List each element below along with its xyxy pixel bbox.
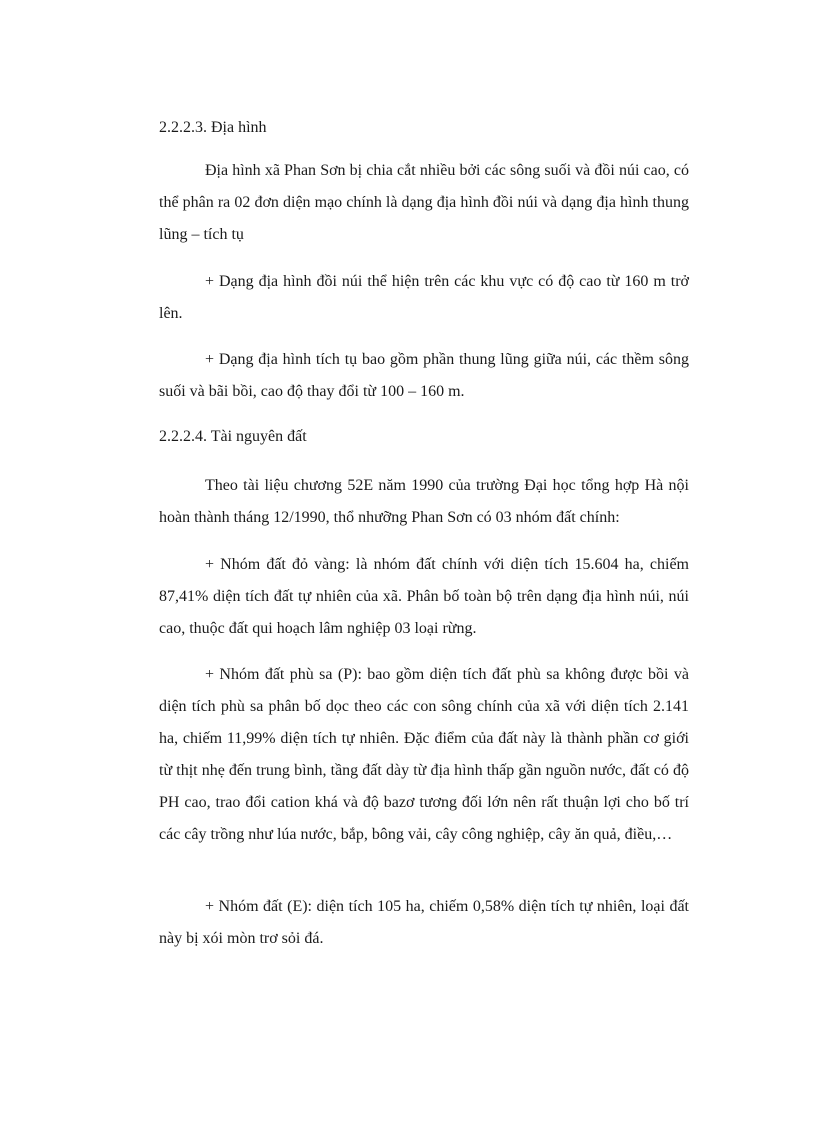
- paragraph-terrain-overview: Địa hình xã Phan Sơn bị chia cắt nhiều bởi các sông suối và đồi núi cao, có thể phân ra 02 đơn diện mạo chính là dạng địa hình đồi núi và dạng địa hình thung lũng – tích tụ: [159, 162, 689, 243]
- paragraph-hill-terrain: + Dạng địa hình đồi núi thể hiện trên các khu vực có độ cao từ 160 m trở lên.: [159, 273, 689, 322]
- paragraph-accumulation-terrain: + Dạng địa hình tích tụ bao gồm phần thung lũng giữa núi, các thềm sông suối và bãi bồi, cao độ thay đổi từ 100 – 160 m.: [159, 351, 689, 400]
- paragraph-soil-study: Theo tài liệu chương 52E năm 1990 của trường Đại học tổng hợp Hà nội hoàn thành tháng 12/1990, thổ nhưỡng Phan Sơn có 03 nhóm đất chính:: [159, 477, 689, 526]
- paragraph-eroded-soil: + Nhóm đất (E): diện tích 105 ha, chiếm 0,58% diện tích tự nhiên, loại đất này bị xói mòn trơ sỏi đá.: [159, 898, 689, 947]
- paragraph-red-yellow-soil: + Nhóm đất đỏ vàng: là nhóm đất chính với diện tích 15.604 ha, chiếm 87,41% diện tích đất tự nhiên của xã. Phân bố toàn bộ trên dạng địa hình núi, núi cao, thuộc đất qui hoạch lâm nghiệp 03 loại rừng.: [159, 556, 689, 637]
- paragraph-alluvial-soil: + Nhóm đất phù sa (P): bao gồm diện tích đất phù sa không được bồi và diện tích phù sa phân bố dọc theo các con sông chính của xã với diện tích 2.141 ha, chiếm 11,99% diện tích tự nhiên. Đặc điểm của đất này là thành phần cơ giới từ thịt nhẹ đến trung bình, tầng đất dày từ địa hình thấp gần nguồn nước, đất có độ PH cao, trao đổi cation khá và độ bazơ tương đối lớn nên rất thuận lợi cho bố trí các cây trồng như lúa nước, bắp, bông vải, cây công nghiệp, cây ăn quả, điều,…: [159, 666, 689, 843]
- section-heading-terrain: 2.2.2.3. Địa hình: [159, 119, 267, 136]
- section-heading-soil-resources: 2.2.2.4. Tài nguyên đất: [159, 428, 307, 445]
